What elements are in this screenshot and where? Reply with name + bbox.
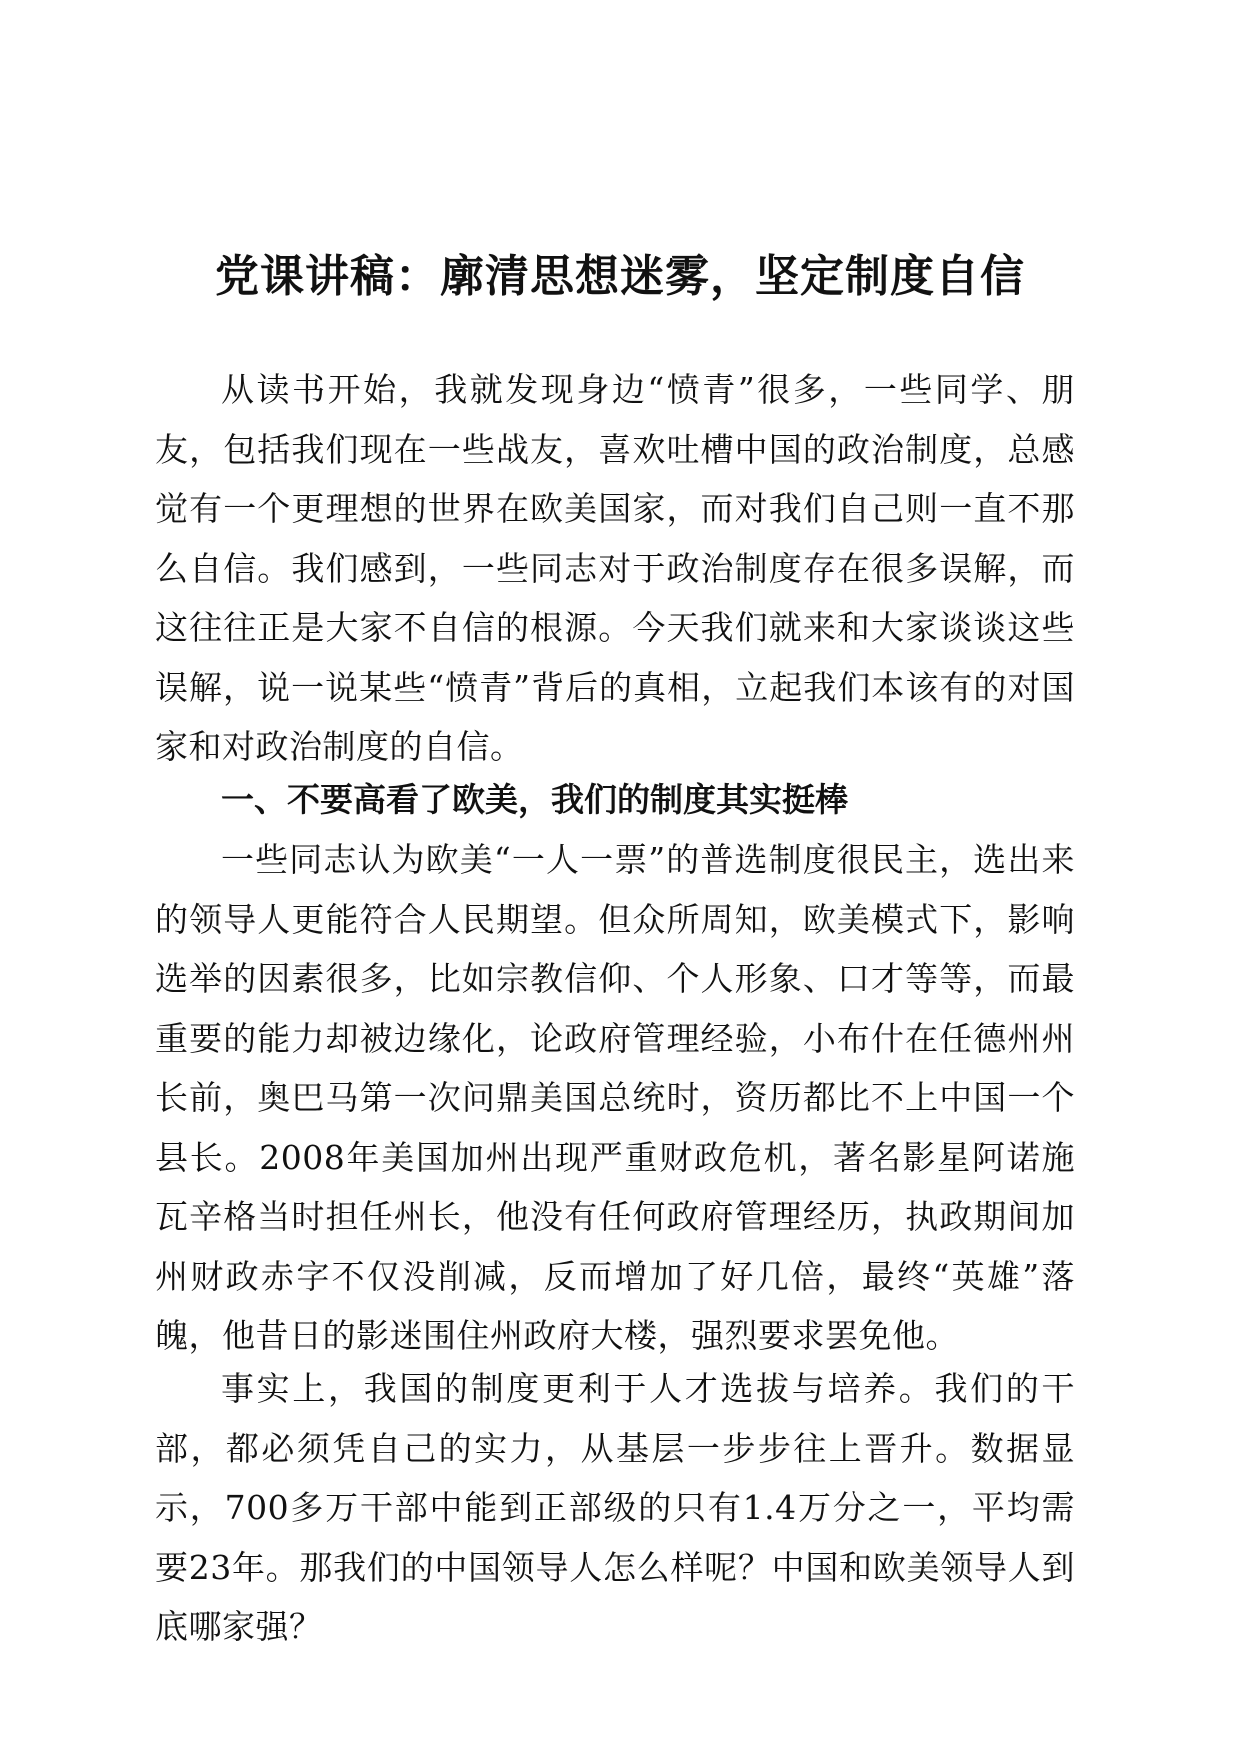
section1-paragraph-2: 事实上，我国的制度更利于人才选拔与培养。我们的干部，都必须凭自己的实力，从基层一步步往上晋升。数据显示，700多万干部中能到正部级的只有1.4万分之一，平均需要23年。那我们的中国领导人怎么样呢？中国和欧美领导人到底哪家强？	[155, 1369, 1075, 1646]
document-title: 党课讲稿：廓清思想迷雾，坚定制度自信	[215, 251, 1025, 302]
intro-paragraph: 从读书开始，我就发现身边“愤青”很多，一些同学、朋友，包括我们现在一些战友，喜欢吐槽中国的政治制度，总感觉有一个更理想的世界在欧美国家，而对我们自己则一直不那么自信。我们感到，一些同志对于政治制度存在很多误解，而这往往正是大家不自信的根源。今天我们就来和大家谈谈这些误解，说一说某些“愤青”背后的真相，立起我们本该有的对国家和对政治制度的自信。	[155, 370, 1075, 766]
section1-paragraph-1: 一些同志认为欧美“一人一票”的普选制度很民主，选出来的领导人更能符合人民期望。但众所周知，欧美模式下，影响选举的因素很多，比如宗教信仰、个人形象、口才等等，而最重要的能力却被边缘化，论政府管理经验，小布什在任德州州长前，奥巴马第一次问鼎美国总统时，资历都比不上中国一个县长。2008年美国加州出现严重财政危机，著名影星阿诺施瓦辛格当时担任州长，他没有任何政府管理经历，执政期间加州财政赤字不仅没削减，反而增加了好几倍，最终“英雄”落魄，他昔日的影迷围住州政府大楼，强烈要求罢免他。	[155, 840, 1075, 1355]
section-heading-1: 一、不要高看了欧美，我们的制度其实挺棒	[221, 780, 848, 819]
